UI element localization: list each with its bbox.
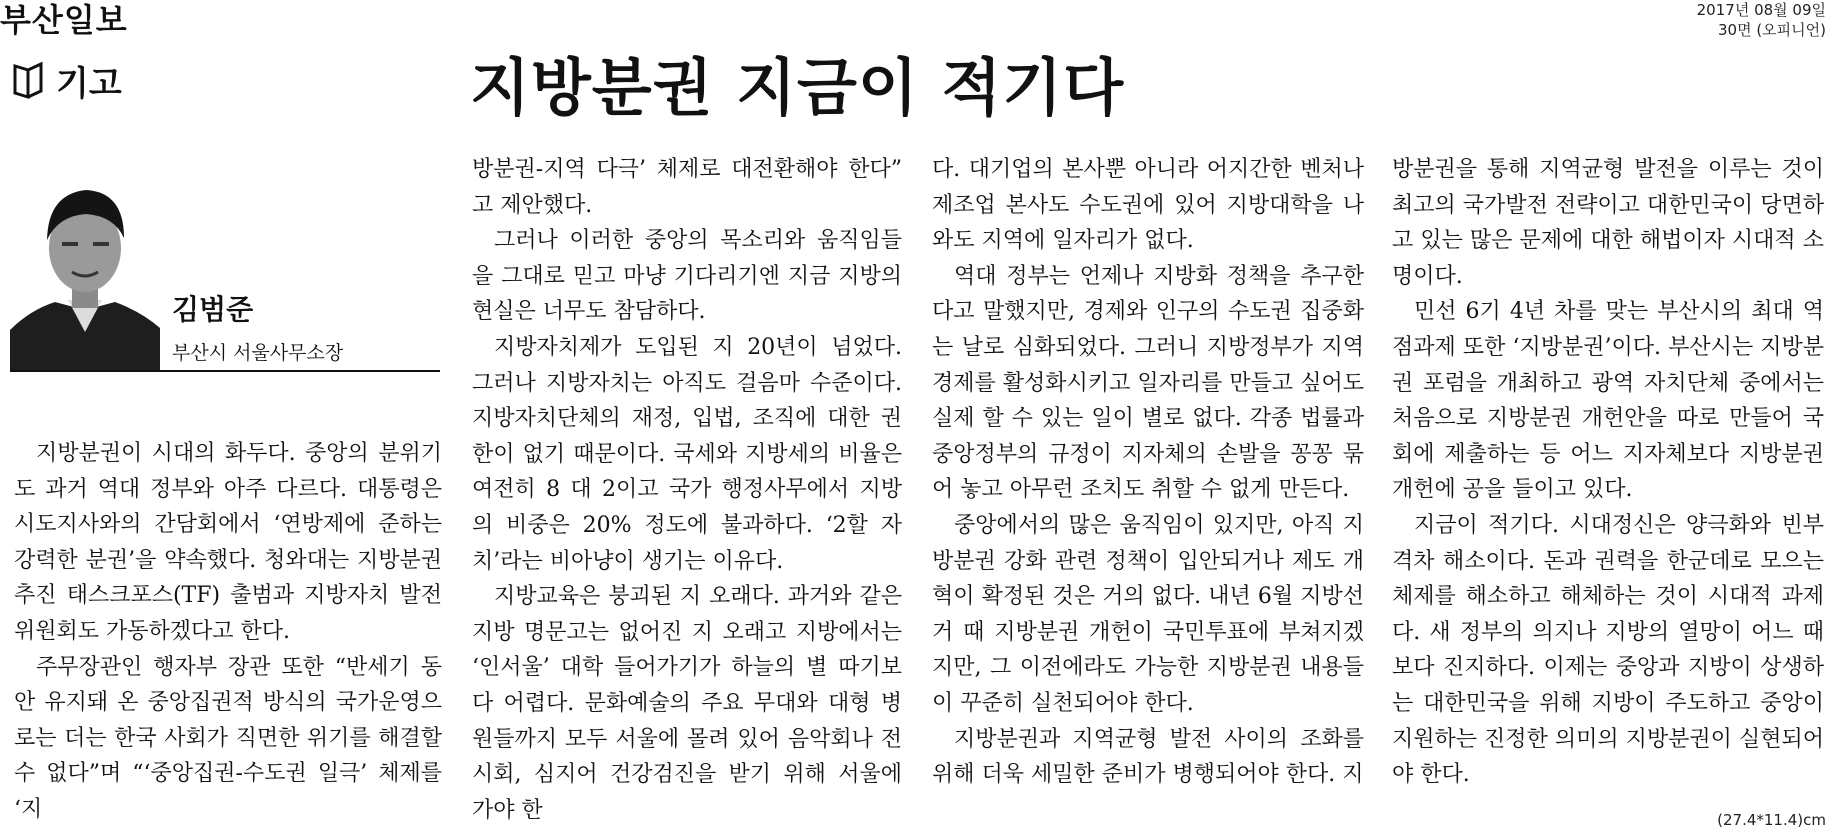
- paragraph: 역대 정부는 언제나 지방화 정책을 추구한다고 말했지만, 경제와 인구의 수도권 집중화는 날로 심화되었다. 그러니 지방정부가 지역경제를 활성화시키고 일자리를 만들고 싶어도 실제 할 수 있는 일이 별로 없다. 각종 법률과 중앙정부의 규정이 지자체의 손발을 꽁꽁 묶어 놓고 아무런 조치도 취할 수 없게 만든다.: [932, 263, 1364, 503]
- article-column-3: [932, 152, 1364, 793]
- author-title: 부산시 서울사무소장: [172, 342, 344, 364]
- newspaper-masthead: 부산일보: [0, 1, 128, 39]
- article-column-4: [1392, 152, 1824, 793]
- author-portrait-icon: [10, 160, 160, 372]
- section-label-text: 기고: [56, 63, 122, 104]
- clipping-size-note: (27.4*11.4)cm: [1717, 811, 1826, 829]
- paragraph: 방분권을 통해 지역균형 발전을 이루는 것이 최고의 국가발전 전략이고 대한민국이 당면하고 있는 많은 문제에 대한 해법이자 시대적 소명이다.: [1392, 157, 1824, 289]
- paragraph: 지방분권이 시대의 화두다. 중앙의 분위기도 과거 역대 정부와 아주 다르다. 대통령은 시도지사와의 간담회에서 ‘연방제에 준하는 강력한 분권’을 약속했다. 청와대는 지방분권 추진 태스크포스(TF) 출범과 지방자치 발전위원회도 가동하겠다고 한다.: [14, 441, 442, 644]
- author-name: 김범준: [172, 293, 254, 326]
- paragraph: 민선 6기 4년 차를 맞는 부산시의 최대 역점과제 또한 ‘지방분권’이다. 부산시는 지방분권 포럼을 개최하고 광역 자치단체 중에서는 처음으로 지방분권 개헌안을 따로 만들어 국회에 제출하는 등 어느 지자체보다 지방분권 개헌에 공을 들이고 있다.: [1392, 299, 1824, 503]
- article-headline: 지방분권 지금이 적기다: [470, 51, 1125, 124]
- paragraph: 방분권-지역 다극’ 체제로 대전환해야 한다” 고 제안했다.: [472, 157, 902, 218]
- publication-date: 2017년 08월 09일: [1696, 1, 1826, 19]
- paragraph: 지방교육은 붕괴된 지 오래다. 과거와 같은 지방 명문고는 없어진 지 오래고 지방에서는 ‘인서울’ 대학 들어가기가 하늘의 별 따기보다 어렵다. 문화예술의 주요 무대와 대형 병원들까지 모두 서울에 몰려 있어 음악회나 전시회, 심지어 건강검진을 받기 위해 서울에 가야 한: [472, 584, 902, 823]
- page-number: 30면 (오피니언): [1717, 21, 1826, 39]
- author-divider: [10, 370, 440, 372]
- paragraph: 주무장관인 행자부 장관 또한 “반세기 동안 유지돼 온 중앙집권적 방식의 국가운영으로는 더는 한국 사회가 직면한 위기를 해결할 수 없다”며 “‘중앙집권-수도권 일극’ 체제를 ‘지: [14, 654, 442, 822]
- paragraph: 지방자치제가 도입된 지 20년이 넘었다. 그러나 지방자치는 아직도 걸음마 수준이다. 지방자치단체의 재정, 입법, 조직에 대한 권한이 없기 때문이다. 국세와 지방세의 비율은 여전히 8 대 2이고 국가 행정사무에서 지방의 비중은 20% 정도에 불과하다. ‘2할 자치’라는 비아냥이 생기는 이유다.: [472, 334, 902, 574]
- book-icon: [12, 60, 48, 100]
- paragraph: 지방분권과 지역균형 발전 사이의 조화를 위해 더욱 세밀한 준비가 병행되어야 한다. 지: [932, 726, 1364, 788]
- paragraph: 다. 대기업의 본사뿐 아니라 어지간한 벤처나 제조업 본사도 수도권에 있어 지방대학을 나와도 지역에 일자리가 없다.: [932, 157, 1364, 254]
- paragraph: 그러나 이러한 중앙의 목소리와 움직임들을 그대로 믿고 마냥 기다리기엔 지금 지방의 현실은 너무도 참담하다.: [472, 228, 902, 325]
- section-label: [12, 58, 122, 102]
- article-column-1: [14, 436, 442, 828]
- author-photo: [10, 160, 160, 372]
- dateline: [1697, 0, 1826, 40]
- paragraph: 지금이 적기다. 시대정신은 양극화와 빈부격차 해소이다. 돈과 권력을 한군데로 모으는 체제를 해소하고 해체하는 것이 시대적 과제다. 새 정부의 의지나 지방의 열망이 어느 때보다 진지하다. 이제는 중앙과 지방이 상생하는 대한민국을 위해 지방이 주도하고 중앙이 지원하는 진정한 의미의 지방분권이 실현되어야 한다.: [1392, 512, 1824, 788]
- article-column-2: [472, 152, 902, 828]
- paragraph: 중앙에서의 많은 움직임이 있지만, 아직 지방분권 강화 관련 정책이 입안되거나 제도 개혁이 확정된 것은 거의 없다. 내년 6월 지방선거 때 지방분권 개헌이 국민투표에 부쳐지겠지만, 그 이전에라도 가능한 지방분권 내용들이 꾸준히 실천되어야 한다.: [932, 512, 1364, 716]
